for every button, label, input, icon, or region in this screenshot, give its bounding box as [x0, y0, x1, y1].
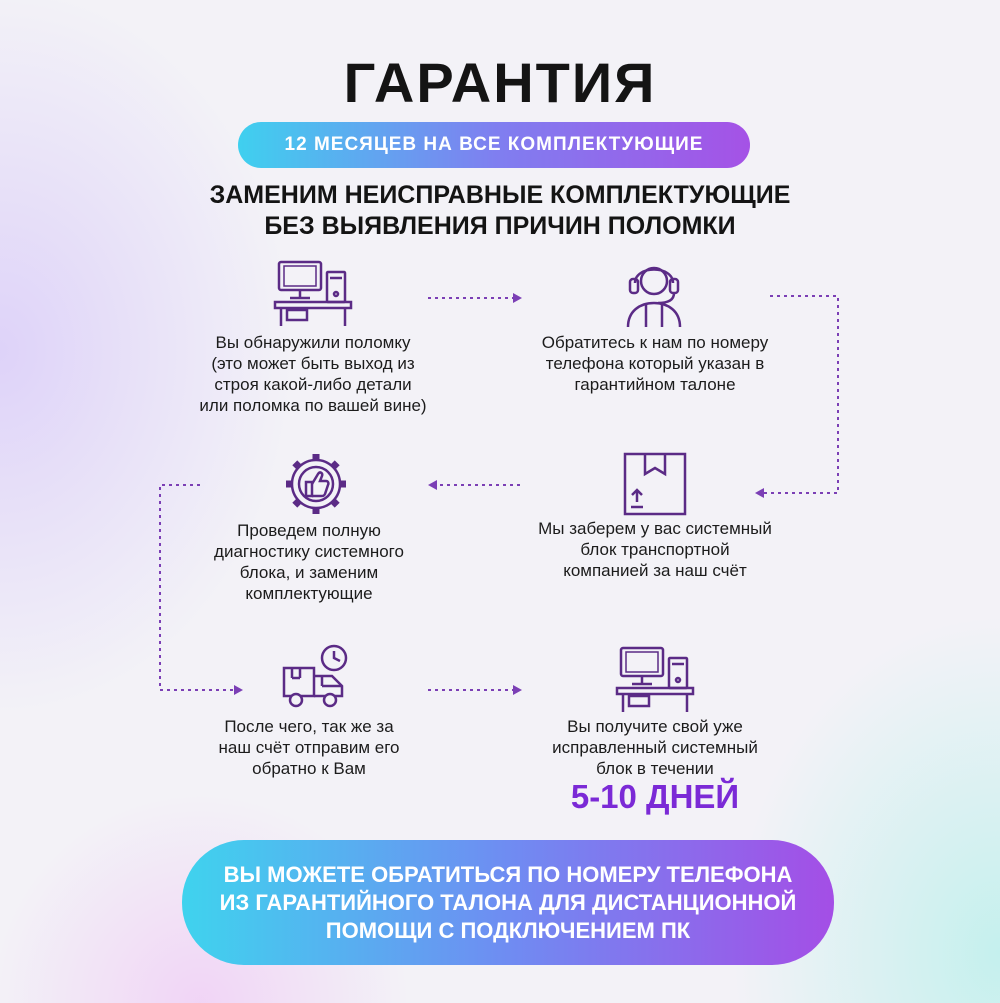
- step-5-text: [180, 716, 438, 779]
- support-operator-icon: [622, 255, 686, 329]
- delivery-days: 5-10 ДНЕЙ: [570, 778, 740, 815]
- step-line: телефона который указан в: [545, 354, 765, 373]
- banner-line: ИЗ ГАРАНТИЙНОГО ТАЛОНА ДЛЯ ДИСТАНЦИОННОЙ: [219, 889, 797, 915]
- step-line: Обратитесь к нам по номеру: [541, 333, 769, 352]
- step-line: блока, и заменим: [239, 563, 379, 582]
- banner-line: ВЫ МОЖЕТЕ ОБРАТИТЬСЯ ПО НОМЕРУ ТЕЛЕФОНА: [223, 861, 793, 887]
- step-2-text: [510, 332, 800, 395]
- step-line: или поломка по вашей вине): [199, 396, 427, 415]
- step-line: наш счёт отправим его: [218, 738, 400, 757]
- computer-desk-icon: [615, 644, 695, 714]
- step-line: обратно к Вам: [252, 759, 366, 778]
- subtitle-line: БЕЗ ВЫЯВЛЕНИЯ ПРИЧИН ПОЛОМКИ: [264, 212, 736, 240]
- step-line: (это может быть выход из: [211, 354, 415, 373]
- computer-desk-icon: [273, 258, 353, 328]
- step-1-text: [170, 332, 456, 416]
- gear-thumbs-up-icon: [280, 448, 352, 520]
- warranty-badge: 12 МЕСЯЦЕВ НА ВСЕ КОМПЛЕКТУЮЩИЕ: [238, 122, 750, 168]
- step-line: исправленный системный: [552, 738, 758, 757]
- step-line: блок транспортной: [580, 540, 730, 559]
- shipping-box-icon: [623, 452, 687, 516]
- delivery-truck-icon: [278, 644, 354, 712]
- step-line: строя какой-либо детали: [214, 375, 412, 394]
- step-line: комплектующие: [245, 584, 373, 603]
- step-4-text: [185, 520, 433, 604]
- step-line: Мы заберем у вас системный: [538, 519, 772, 538]
- subtitle-line: ЗАМЕНИМ НЕИСПРАВНЫЕ КОМПЛЕКТУЮЩИЕ: [209, 181, 791, 209]
- step-line: диагностику системного: [214, 542, 404, 561]
- step-3-text: [510, 518, 800, 581]
- remote-help-banner: [182, 840, 834, 965]
- banner-line: ПОМОЩИ С ПОДКЛЮЧЕНИЕМ ПК: [325, 917, 691, 943]
- step-line: гарантийном талоне: [574, 375, 736, 394]
- step-line: Вы обнаружили поломку: [215, 333, 411, 352]
- step-line: компанией за наш счёт: [563, 561, 747, 580]
- step-line: Вы получите свой уже: [567, 717, 743, 736]
- page-title: ГАРАНТИЯ: [343, 51, 657, 114]
- step-line: блок в течении: [596, 759, 714, 778]
- step-line: После чего, так же за: [224, 717, 394, 736]
- step-6-text: [520, 716, 790, 779]
- step-line: Проведем полную: [237, 521, 381, 540]
